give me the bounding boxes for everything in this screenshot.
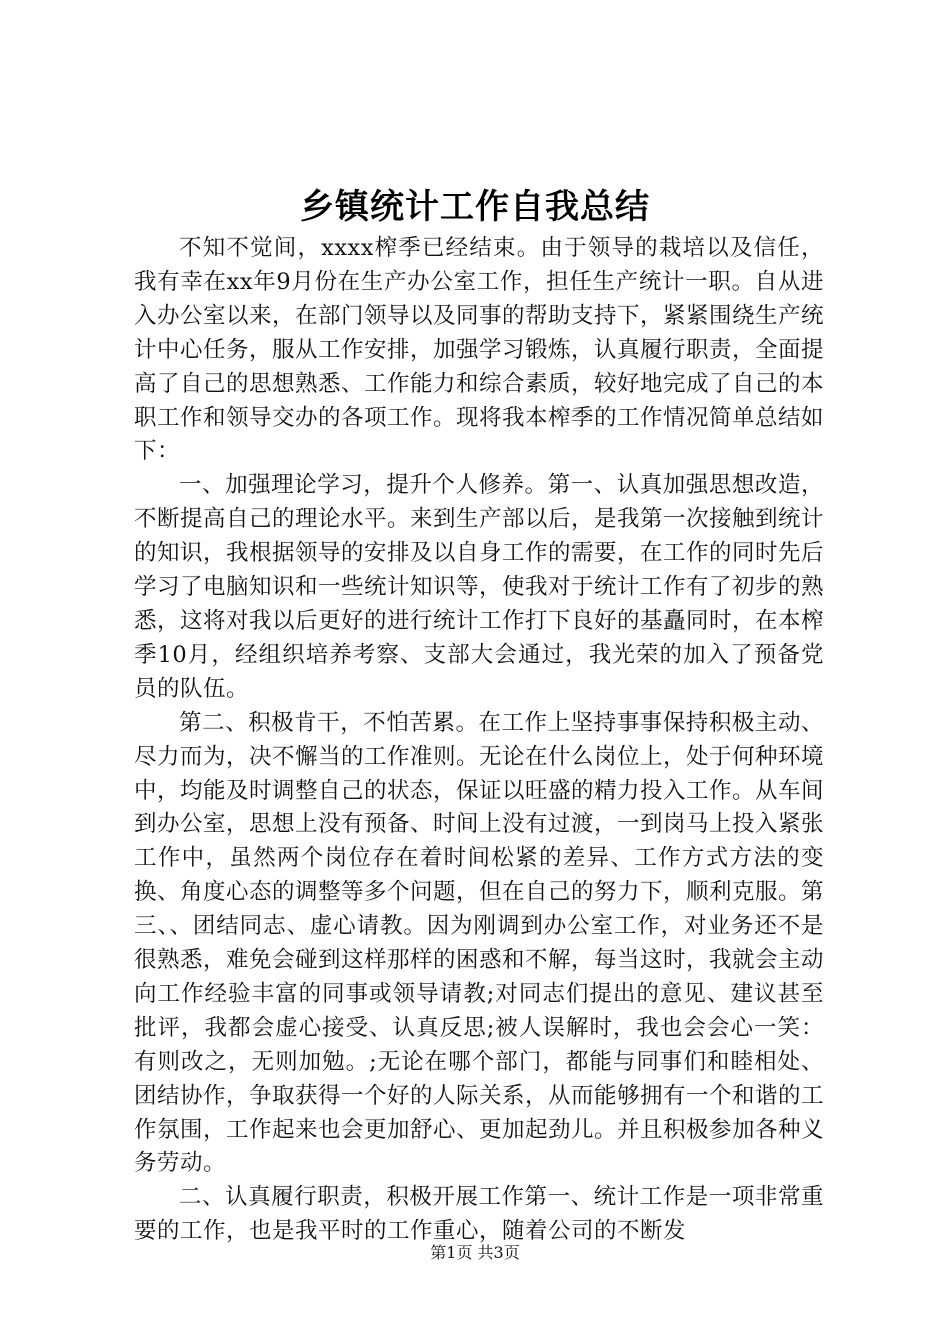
paragraph-intro: 不知不觉间，xxxx榨季已经结束。由于领导的栽培以及信任，我有幸在xx年9月份在生产办公室工作，担任生产统计一职。自从进入办公室以来，在部门领导以及同事的帮助支持下，紧紧围绕生产统计中心任务，服从工作安排，加强学习锻炼，认真履行职责，全面提高了自己的思想熟悉、工作能力和综合素质，较好地完成了自己的本职工作和领导交办的各项工作。现将我本榨季的工作情况简单总结如下： [134,235,825,465]
paragraph-section-one: 一、加强理论学习，提升个人修养。第一、认真加强思想改造，不断提高自己的理论水平。来到生产部以后，是我第一次接触到统计的知识，我根据领导的安排及以自身工作的需要，在工作的同时先后学习了电脑知识和一些统计知识等，使我对于统计工作有了初步的熟悉，这将对我以后更好的进行统计工作打下良好的基矗同时，在本榨季10月，经组织培养考察、支部大会通过，我光荣的加入了预备党员的队伍。 [134,472,825,702]
page-number-footer: 第1页 共3页 [430,1243,520,1262]
paragraph-section-duties: 二、认真履行职责，积极开展工作第一、统计工作是一项非常重要的工作，也是我平时的工作重心，随着公司的不断发 [134,1184,824,1245]
document-title: 乡镇统计工作自我总结 [300,187,650,227]
document-body [134,232,824,1249]
paragraph-section-two-three: 第二、积极肯干，不怕苦累。在工作上坚持事事保持积极主动、尽力而为，决不懈当的工作准则。无论在什么岗位上，处于何种环境中，均能及时调整自己的状态，保证以旺盛的精力投入工作。从车间到办公室，思想上没有预备、时间上没有过渡，一到岗马上投入紧张工作中，虽然两个岗位存在着时间松紧的差异、工作方式方法的变换、角度心态的调整等多个问题，但在自己的努力下，顺利克服。第三、、团结同志、虚心请教。因为刚调到办公室工作，对业务还不是很熟悉，难免会碰到这样那样的困惑和不解，每当这时，我就会主动向工作经验丰富的同事或领导请教;对同志们提出的意见、建议甚至批评，我都会虚心接受、认真反思;被人误解时，我也会会心一笑：有则改之，无则加勉。;无论在哪个部门，都能与同事们和睦相处、团结协作，争取获得一个好的人际关系，从而能够拥有一个和谐的工作氛围，工作起来也会更加舒心、更加起劲儿。并且积极参加各种义务劳动。 [134,709,825,1177]
